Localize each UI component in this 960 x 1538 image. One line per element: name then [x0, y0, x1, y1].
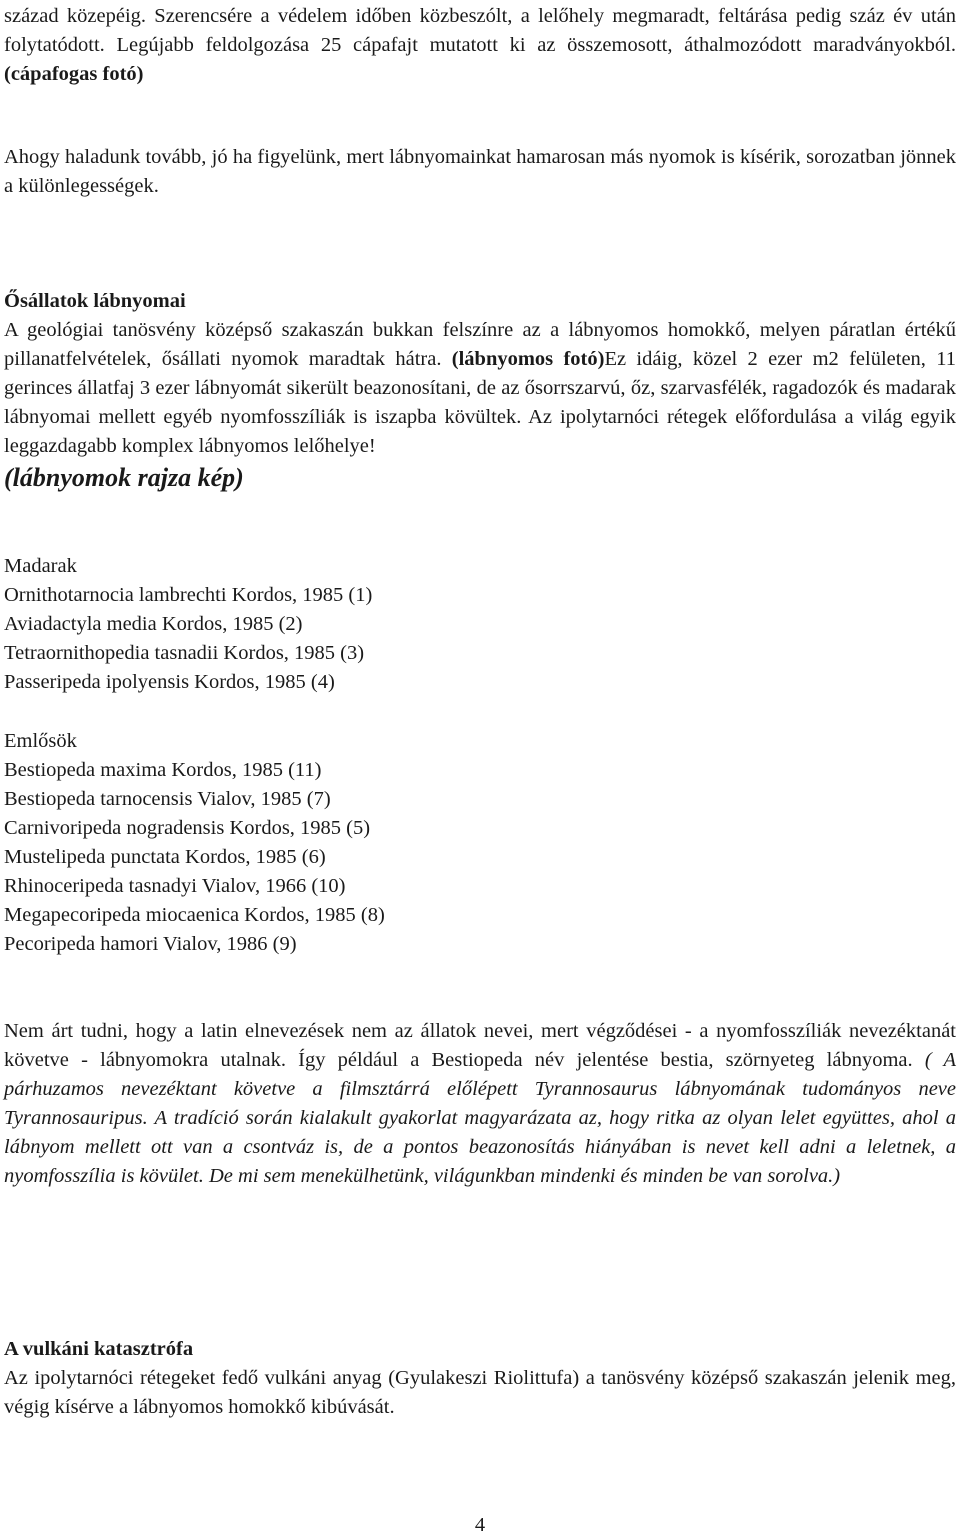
tracks-paragraph	[4, 316, 956, 461]
list-item: Bestiopeda tarnocensis Vialov, 1985 (7)	[4, 788, 331, 810]
mammals-heading: Emlősök	[4, 730, 77, 752]
list-item: Aviadactyla media Kordos, 1985 (2)	[4, 613, 303, 635]
naming-note-paragraph	[4, 1017, 956, 1191]
naming-note-italic: ( A párhuzamos nevezéktant követve a filmsztárrá előlépett Tyrannosaurus lábnyomának tudományos neve Tyrannosauripus. A tradíció során kialakult gyakorlat magyarázata az, hogy ritka az olyan lelet együttes, ahol a lábnyom mellett ott van a csontváz is, de a pontos beazonosítás hiányában is nevet kell adni a leletnek, a nyomfosszília is kövület. De mi sem menekülhetünk, világunkban mindenki és minden be van sorolva.)	[4, 1049, 956, 1187]
intro-text: század közepéig. Szerencsére a védelem időben közbeszólt, a lelőhely megmaradt, feltárása pedig száz év után folytatódott. Legújabb feldolgozása 25 cápafajt mutatott ki az összemosott, áthalmozódott maradványokból.	[4, 5, 956, 56]
tracks-text-b: Ez idáig, közel 2 ezer m2 felületen, 11 gerinces állatfaj 3 ezer lábnyomát sikerült beazonosítani, de az ősorrszarvú, őz, szarvasfélék, ragadozók és madarak lábnyomai mellett egyéb nyomfosszíliák is iszapba kövültek. Az ipolytarnóci rétegek előfordulása a világ egyik leggazdagabb komplex lábnyomos lelőhelye!	[4, 348, 956, 457]
page-number: 4	[474, 1514, 486, 1536]
list-item: Ornithotarnocia lambrechti Kordos, 1985 (1)	[4, 584, 373, 606]
volcanic-heading: A vulkáni katasztrófa	[4, 1338, 194, 1360]
list-item: Tetraornithopedia tasnadii Kordos, 1985 (3)	[4, 642, 365, 664]
list-item: Carnivoripeda nogradensis Kordos, 1985 (5)	[4, 817, 371, 839]
list-item: Rhinoceripeda tasnadyi Vialov, 1966 (10)	[4, 875, 346, 897]
footprint-drawing-ref: (lábnyomok rajza kép)	[4, 463, 244, 492]
tracks-text-a: A geológiai tanösvény középső szakaszán bukkan felszínre az a lábnyomos homokkő, melyen páratlan értékű pillanatfelvételek, ősállati nyomok maradtak hátra.	[4, 319, 956, 370]
tracks-section	[4, 287, 956, 495]
mammals-list	[4, 727, 956, 959]
list-item: Megapecoripeda miocaenica Kordos, 1985 (8)	[4, 904, 385, 926]
volcanic-section	[4, 1335, 956, 1422]
naming-note-text: Nem árt tudni, hogy a latin elnevezések nem az állatok nevei, mert végződései - a nyomfosszíliák nevezéktanát követve - lábnyomokra utalnak. Így például a Bestiopeda név jelentése bestia, szörnyeteg lábnyoma.	[4, 1020, 956, 1071]
list-item: Bestiopeda maxima Kordos, 1985 (11)	[4, 759, 322, 781]
list-item: Mustelipeda punctata Kordos, 1985 (6)	[4, 846, 326, 868]
tracks-heading: Ősállatok lábnyomai	[4, 290, 186, 312]
birds-list	[4, 552, 956, 697]
birds-heading: Madarak	[4, 555, 77, 577]
walk-paragraph: Ahogy haladunk tovább, jó ha figyelünk, mert lábnyomainkat hamarosan más nyomok is kísérik, sorozatban jönnek a különlegességek.	[4, 146, 956, 197]
intro-paragraph	[4, 2, 956, 89]
list-item: Pecoripeda hamori Vialov, 1986 (9)	[4, 933, 297, 955]
volcanic-paragraph: Az ipolytarnóci rétegeket fedő vulkáni anyag (Gyulakeszi Riolittufa) a tanösvény középső szakaszán jelenik meg, végig kísérve a lábnyomos homokkő kibúvását.	[4, 1367, 956, 1418]
footprint-photo-ref: (lábnyomos fotó)	[451, 348, 605, 370]
list-item: Passeripeda ipolyensis Kordos, 1985 (4)	[4, 671, 335, 693]
shark-teeth-photo-ref: (cápafogas fotó)	[4, 63, 144, 85]
